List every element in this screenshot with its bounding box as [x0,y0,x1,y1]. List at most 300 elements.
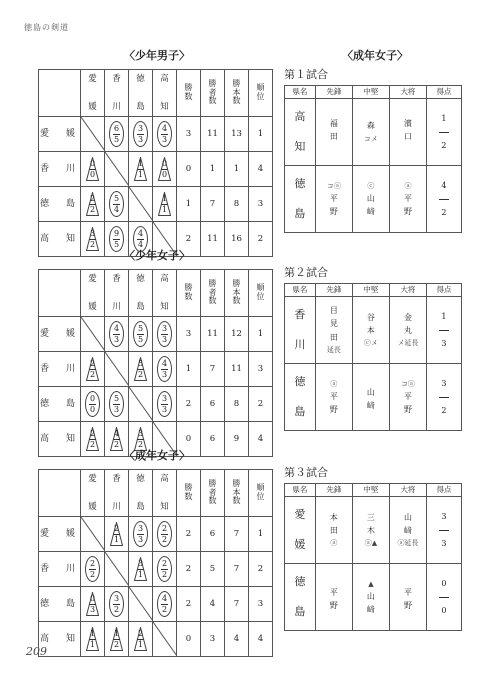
diagonal-line [129,187,153,221]
stat-value: 9 [225,422,249,457]
stat-value: 2 [177,587,201,622]
stat-column-label: 勝 数 [184,83,193,101]
diagonal-line [105,152,129,186]
wins-count: 1 [441,312,447,322]
points-conceded: 1 [113,534,120,544]
stat-value: 6 [201,422,225,457]
league-row [39,352,273,387]
match-label: 第２試合 [284,266,328,279]
player-name-char: 見 [329,319,338,329]
match-result-cell [105,317,129,352]
stat-value: 3 [249,587,273,622]
match-column-header: 大将 [389,86,426,99]
points-conceded: 2 [161,534,168,544]
points-conceded: 2 [137,439,144,449]
prefecture-char: 徳 [294,375,306,389]
player-name-char: 平 [403,193,412,203]
player-name-char: 野 [403,405,412,415]
stat-column-header [177,470,201,517]
match-result-cell [153,517,177,552]
stat-value: 7 [225,517,249,552]
points-conceded: 3 [161,369,168,379]
stat-value: 4 [249,152,273,187]
stat-value: 4 [201,587,225,622]
player-name-char: 平 [403,587,412,597]
match-result-cell [81,152,105,187]
stat-value: 3 [249,187,273,222]
stat-column-header [225,470,249,517]
prefecture-char: 島 [294,405,306,418]
page-number: 209 [26,645,47,658]
points-conceded: 2 [89,239,96,249]
points-scored: 2 [89,428,96,438]
team-column-header [129,270,153,317]
team-column-header [129,470,153,517]
loss-result [134,627,147,651]
stat-value: 2 [249,387,273,422]
match-result-cell [81,387,105,422]
points-conceded: 1 [137,569,144,579]
points-scored: 4 [161,593,168,603]
stat-value: 16 [225,222,249,257]
points-conceded: 2 [161,569,168,579]
self-match-cell [105,352,129,387]
points-scored: 5 [137,323,144,333]
player-name-char: 山 [366,193,375,203]
stat-column-header [201,70,225,117]
stat-value: 4 [249,622,273,657]
league-header-row [39,270,273,317]
stat-value: 11 [225,352,249,387]
points-conceded: 2 [137,369,144,379]
self-match-cell [81,117,105,152]
loss-result [86,157,99,181]
points-scored: 2 [89,193,96,203]
player-name-char: 野 [329,405,338,415]
player-name-char: 口 [403,132,412,141]
match-section-title: 〈成年女子〉 [342,49,408,62]
technique-marks: ⓐ▲ [364,539,378,548]
player-name-char: 山 [366,591,375,601]
technique-marks: ⓒ [367,181,375,190]
stat-value: 5 [201,552,225,587]
player-cell [389,364,426,431]
stat-column-label: 勝 数 [184,283,193,301]
score-cell [426,497,461,564]
self-match-cell [129,387,153,422]
league-row [39,622,273,657]
win-result [109,121,124,147]
win-result [109,191,124,217]
match-result-cell [129,622,153,657]
points-conceded: 3 [137,534,144,544]
wins-count: 1 [441,114,447,124]
points-conceded: 3 [137,134,144,144]
player-cell [352,564,389,631]
points-scored: 1 [89,628,96,638]
player-name-char: 野 [403,207,412,217]
match-result-cell [129,517,153,552]
team-column-label: 香 川 [112,274,121,312]
team-column-header [105,270,129,317]
diagonal-line [105,552,129,586]
points-count: 2 [441,140,447,150]
prefecture-name [285,297,316,364]
team-row [285,497,462,564]
player-cell [352,99,389,166]
technique-marks: ⓐ延長 [397,539,419,548]
win-result [133,121,148,147]
loss-result [158,157,171,181]
league-table-block-1 [38,47,276,257]
row-team-name: 愛 媛 [39,517,81,552]
points-scored: 0 [89,593,96,603]
match-result-cell [105,517,129,552]
match-result-cell [81,587,105,622]
corner-cell [39,470,81,517]
match-result-cell [153,587,177,622]
points-conceded: 2 [89,369,96,379]
points-scored: 6 [113,123,120,133]
match-label: 第３試合 [284,466,328,479]
points-conceded: 4 [113,204,120,214]
player-cell [352,364,389,431]
points-scored: 0 [89,393,96,403]
wins-count: 3 [441,379,447,389]
match-column-header: 大将 [389,284,426,297]
stat-value: 7 [225,552,249,587]
match-result-cell [153,152,177,187]
match-result-cell [153,387,177,422]
stat-value: 7 [225,587,249,622]
prefecture-name [285,564,316,631]
technique-marks: コⓐ [400,379,415,388]
player-name-char: 﨑 [403,525,412,535]
match-result-cell [105,387,129,422]
player-name-char: 平 [329,193,338,203]
team-row [285,564,462,631]
points-count: 3 [441,338,447,348]
match-result-cell [129,117,153,152]
team-column-header [105,70,129,117]
match-result-cell [129,152,153,187]
player-name-char: 山 [403,512,412,522]
win-result [157,321,172,347]
stat-value: 7 [201,187,225,222]
technique-marks: ⓐ [330,379,338,388]
league-table [38,269,273,457]
win-result [133,321,148,347]
player-name-char: 木 [366,525,375,535]
prefecture-name [285,364,316,431]
league-table-title: 〈成年女子〉 [124,449,190,462]
points-scored: 2 [113,523,120,533]
match-result-cell [81,187,105,222]
points-count: 2 [441,405,447,415]
points-scored: 4 [113,428,120,438]
points-scored: 4 [161,358,168,368]
league-row [39,117,273,152]
prefecture-name [285,99,316,166]
prefecture-name [285,166,316,233]
points-conceded: 2 [113,604,120,614]
row-team-name: 徳 島 [39,387,81,422]
self-match-cell [105,152,129,187]
match-table [284,85,462,233]
points-conceded: 1 [89,639,96,649]
player-name-char: 平 [329,391,338,401]
player-name-char: 野 [329,601,338,610]
league-row [39,187,273,222]
match-column-header: 得点 [426,86,461,99]
match-block [284,264,462,431]
stat-column-label: 勝 数 [184,483,193,501]
player-cell [389,564,426,631]
prefecture-char: 高 [294,110,306,124]
match-column-header: 県名 [285,484,316,497]
loss-result [110,522,123,546]
prefecture-char: 愛 [294,508,306,522]
points-scored: 3 [161,323,168,333]
diagonal-line [129,387,153,421]
match-block [284,66,462,233]
wins-count: 3 [441,512,447,522]
points-conceded: 0 [89,169,96,179]
diagonal-line [105,352,129,386]
match-result-cell [153,552,177,587]
league-row [39,317,273,352]
team-column-header [153,270,177,317]
team-column-header [81,70,105,117]
score-cell [426,99,461,166]
team-row [285,166,462,233]
points-scored: 4 [113,323,120,333]
league-header-row [39,70,273,117]
diagonal-line [81,317,105,351]
team-row [285,297,462,364]
match-result-cell [105,587,129,622]
stat-value: 11 [201,117,225,152]
league-table-title: 〈少年男子〉 [124,49,190,62]
match-header-row [285,86,462,99]
points-scored: 3 [137,123,144,133]
match-result-cell [105,187,129,222]
loss-result [86,357,99,381]
technique-marks: ⓐ [330,539,338,548]
stat-column-header [201,470,225,517]
row-team-name: 徳 島 [39,187,81,222]
row-team-name: 徳 島 [39,587,81,622]
match-result-cell [81,622,105,657]
win-result [109,391,124,417]
player-name-char: 田 [329,525,338,535]
stat-column-header [225,70,249,117]
player-cell [315,166,352,233]
row-team-name: 高 知 [39,622,81,657]
stat-value: 3 [249,352,273,387]
stat-value: 1 [249,317,273,352]
match-column-header: 得点 [426,284,461,297]
points-scored: 4 [161,123,168,133]
running-title: 徳島の剣道 [24,23,69,32]
stat-value: 2 [177,222,201,257]
diagonal-line [81,517,105,551]
self-match-cell [129,187,153,222]
stat-value: 11 [201,317,225,352]
player-cell [352,297,389,364]
loss-result [110,627,123,651]
match-result-cell [129,552,153,587]
row-team-name: 愛 媛 [39,117,81,152]
stat-value: 12 [225,317,249,352]
points-conceded: 2 [113,439,120,449]
league-row [39,152,273,187]
player-name-char: 﨑 [366,605,375,615]
stat-column-label: 順 位 [256,83,265,101]
win-result [157,356,172,382]
match-block [284,464,462,631]
score-cell [426,364,461,431]
prefecture-char: 島 [294,605,306,618]
stat-column-header [225,270,249,317]
player-cell [315,497,352,564]
player-name-char: 福 [329,118,338,128]
loss-result [134,557,147,581]
prefecture-char: 徳 [294,177,306,191]
points-scored: 3 [137,558,144,568]
loss-result [158,192,171,216]
player-name-char: 田 [329,132,338,141]
league-row [39,387,273,422]
player-name-char: 山 [366,387,375,397]
match-result-cell [153,352,177,387]
loss-result [134,357,147,381]
stat-column-label: 勝 本 数 [232,278,241,306]
team-column-label: 愛 媛 [88,274,97,312]
stat-value: 3 [177,117,201,152]
points-conceded: 3 [161,404,168,414]
points-scored: 9 [113,228,120,238]
match-column-header: 中堅 [352,484,389,497]
stat-value: 0 [177,152,201,187]
diagonal-line [153,622,177,656]
win-result [157,521,172,547]
points-scored: 0 [89,158,96,168]
player-name-char: 平 [329,587,338,597]
player-name-char: 三 [366,512,375,522]
row-team-name: 香 川 [39,352,81,387]
player-name-char: 目 [329,306,338,316]
team-column-header [81,270,105,317]
league-table [38,69,273,257]
points-conceded: 1 [137,639,144,649]
league-row [39,587,273,622]
player-name-char: 﨑 [366,207,375,217]
score-cell [426,564,461,631]
match-column-header: 中堅 [352,86,389,99]
points-conceded: 2 [89,204,96,214]
player-cell [389,497,426,564]
win-result [157,391,172,417]
match-result-cell [105,117,129,152]
match-result-cell [105,622,129,657]
team-column-header [153,70,177,117]
points-conceded: 2 [89,569,96,579]
stat-column-label: 勝 者 数 [208,478,217,506]
technique-marks: 延長 [326,345,341,354]
stat-column-label: 順 位 [256,483,265,501]
points-scored: 2 [89,558,96,568]
points-conceded: 5 [113,134,120,144]
stat-value: 1 [225,152,249,187]
match-result-cell [129,352,153,387]
stat-value: 2 [177,387,201,422]
points-scored: 3 [137,523,144,533]
team-column-label: 高 知 [160,474,169,512]
stat-value: 8 [225,387,249,422]
player-name-char: 濱 [403,118,412,128]
points-scored: 4 [137,228,144,238]
match-result-cell [153,117,177,152]
win-result [109,321,124,347]
points-scored: 2 [137,628,144,638]
self-match-cell [129,587,153,622]
win-result [157,121,172,147]
stat-value: 6 [201,517,225,552]
points-conceded: 1 [161,204,168,214]
league-table-block-2 [38,247,276,457]
points-scored: 1 [161,193,168,203]
team-column-label: 徳 島 [136,274,145,312]
match-result-cell [153,187,177,222]
prefecture-char: 媛 [294,538,306,551]
prefecture-char: 徳 [294,575,306,589]
points-scored: 2 [89,358,96,368]
stat-column-header [249,470,273,517]
win-result [157,556,172,582]
win-result [85,391,100,417]
league-row [39,517,273,552]
stat-column-header [177,270,201,317]
win-result [133,521,148,547]
points-scored: 0 [161,158,168,168]
self-match-cell [105,552,129,587]
match-column-header: 県名 [285,284,316,297]
corner-cell [39,70,81,117]
stat-column-label: 順 位 [256,283,265,301]
points-conceded: 2 [161,604,168,614]
match-column-header: 先鋒 [315,484,352,497]
match-result-cell [129,317,153,352]
player-name-char: 谷 [366,312,375,322]
points-scored: 3 [113,593,120,603]
points-count: 0 [441,605,447,615]
self-match-cell [81,317,105,352]
stat-value: 7 [201,352,225,387]
points-scored: 5 [113,193,120,203]
self-match-cell [153,622,177,657]
points-conceded: 3 [113,334,120,344]
match-column-header: 大将 [389,484,426,497]
points-conceded: 5 [137,334,144,344]
team-column-label: 愛 媛 [88,474,97,512]
stat-value: 2 [249,222,273,257]
player-cell [389,297,426,364]
player-cell [389,166,426,233]
stat-value: 2 [177,552,201,587]
points-conceded: 4 [137,239,144,249]
prefecture-name [285,497,316,564]
